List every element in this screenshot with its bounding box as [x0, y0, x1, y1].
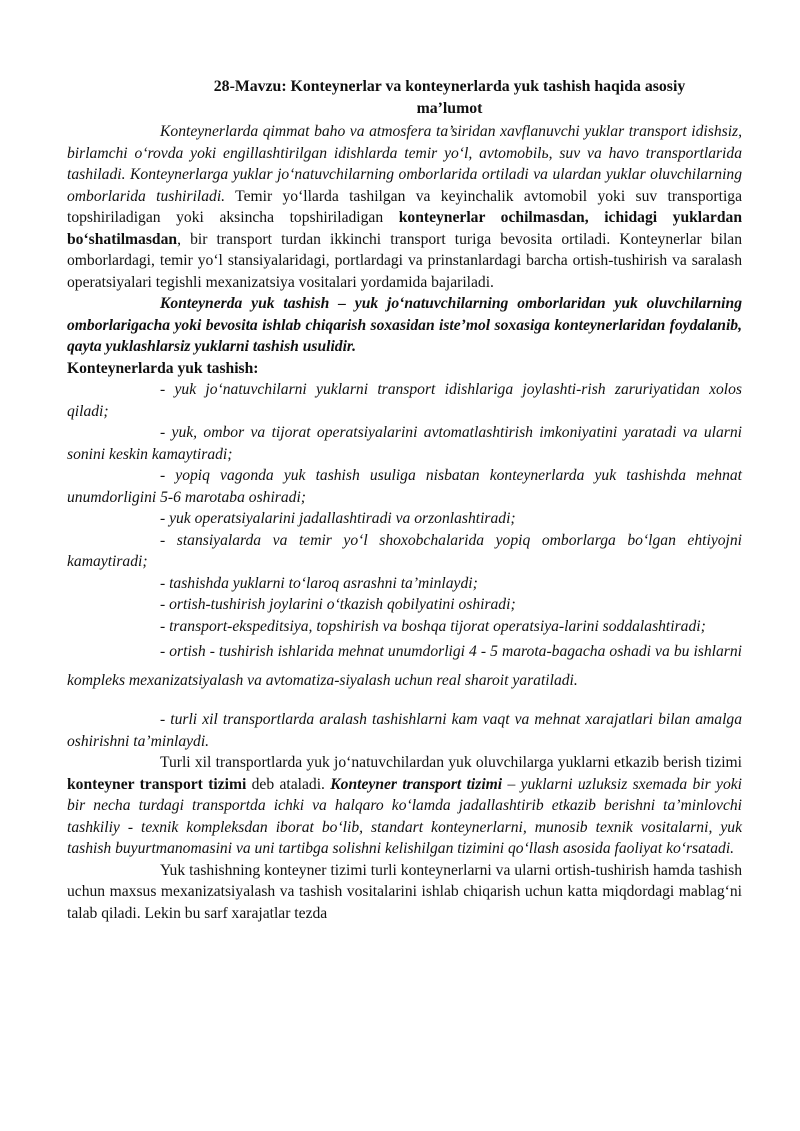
system-bold-italic-term: Konteyner transport tizimi — [330, 775, 503, 793]
intro-paragraph — [67, 121, 742, 293]
title-line-2: ma’lumot — [416, 100, 483, 117]
intro-text-1: Temir yo‘llarda tashilgan va keyinchalik avtomobil yoki suv transportiga topshiriladigan yoki aksincha topshiriladigan — [67, 187, 742, 226]
list-item: - yopiq vagonda yuk tashish usuliga nisbatan konteynerlarda yuk tashishda mehnat unumdorligini 5-6 marotaba oshiradi; — [67, 467, 742, 506]
list-item: - turli xil transportlarda aralash tashishlarni kam vaqt va mehnat xarajatlari bilan amalga oshirishni ta’minlaydi. — [67, 711, 742, 750]
page-title — [67, 76, 742, 120]
definition-paragraph: Konteynerda yuk tashish – yuk jo‘natuvchilarning omborlaridan yuk oluvchilarning omborlarigacha yoki bevosita ishlab chiqarish soxasidan iste’mol soxasiga konteynerlaridan foydalanib, qayta yuklashlarsiz yuklarni tashish usulidir. — [67, 295, 742, 355]
list-item: - stansiyalarda va temir yo‘l shoxobchalarida yopiq omborlarga bo‘lgan ehtiyojni kamaytiradi; — [67, 531, 742, 570]
document-page — [67, 76, 742, 924]
title-line-1: 28-Mavzu: Konteynerlar va konteynerlarda yuk tashish haqida asosiy — [213, 78, 686, 95]
system-italic-text: – yuklarni uzluksiz sxemada bir yoki bir necha turdagi transportda ichki va halqaro ko‘lamda jadallashtirib etkazib berishni ta’minlovchi tashkiliy - texnik kompleksdan iborat bo‘lib, standart konteynerlarni, munosib texnik vositalarni, yuk tashish buyurtmanomasini va uni tartibga solishni kelishilgan tizimini qo‘llash asosida faoliyat ko‘rsatadi. — [67, 775, 743, 857]
list-item: - ortish - tushirish ishlarida mehnat unumdorligi 4 - 5 marota-bagacha oshadi va bu ishlarni kompleks mexanizatsiyalash va avtomatiza-siyalash uchun real sharoit yaratiladi. — [67, 643, 742, 689]
intro-italic-text: Konteynerlarda qimmat baho va atmosfera ta’siridan xavflanuvchi yuklar transport idishsiz, birlamchi o‘rovda yoki engillashtirilgan idishlarda temir yo‘l, avtomobilь, suv va havo transportlarida tashiladi. Konteynerlarga yuklar jo‘natuvchilarning omborlarida ortiladi va ulardan yuklar oluvchilarning omborlarida tushiriladi. — [67, 123, 742, 205]
list-item: - yuk jo‘natuvchilarni yuklarni transport idishlariga joylashti-rish zaruriyatidan xolos qiladi; — [67, 381, 742, 420]
list-item: - yuk operatsiyalarini jadallashtiradi va orzonlashtiradi; — [160, 510, 516, 527]
closing-paragraph: Yuk tashishning konteyner tizimi turli konteynerlarni va ularni ortish-tushirish hamda tashish uchun maxsus mexanizatsiyalash va tashish vositalarini ishlab chiqarish uchun katta miqdordagi mablag‘ni talab qiladi. Lekin bu sarf xarajatlar tezda — [67, 861, 742, 922]
intro-text-2: , bir transport turdan ikkinchi transport turiga bevosita ortiladi. Konteynerlar bilan omborlardagi, temir yo‘l stansiyalaridagi, portlardagi va prinstanlardagi barcha ortish-tushirish va saralash operatsiyalari tegishli mexanizatsiya vositalari yordamida bajariladi. — [67, 230, 742, 291]
list-item: - ortish-tushirish joylarini o‘tkazish qobilyatini oshiradi; — [160, 596, 516, 613]
system-text-2: deb ataladi. — [246, 775, 331, 793]
list-heading: Konteynerlarda yuk tashish: — [67, 359, 259, 377]
list-item: - transport-ekspeditsiya, topshirish va boshqa tijorat operatsiya-larini soddalashtiradi; — [160, 617, 706, 635]
spacer — [67, 695, 742, 709]
list-item: - tashishda yuklarni to‘laroq asrashni ta’minlaydi; — [160, 574, 478, 592]
system-bold-term: konteyner transport tizimi — [67, 775, 247, 793]
list-item: - yuk, ombor va tijorat operatsiyalarini avtomatlashtirish imkoniyatini yaratadi va ularni sonini keskin kamaytiradi; — [67, 424, 742, 463]
intro-bold-text: konteynerlar ochilmasdan, ichidagi yuklardan bo‘shatilmasdan — [67, 209, 743, 248]
system-text-1: Turli xil transportlarda yuk jo‘natuvchilardan yuk oluvchilarga yuklarni etkazib berish tizimi — [160, 754, 742, 771]
system-paragraph — [67, 752, 742, 860]
